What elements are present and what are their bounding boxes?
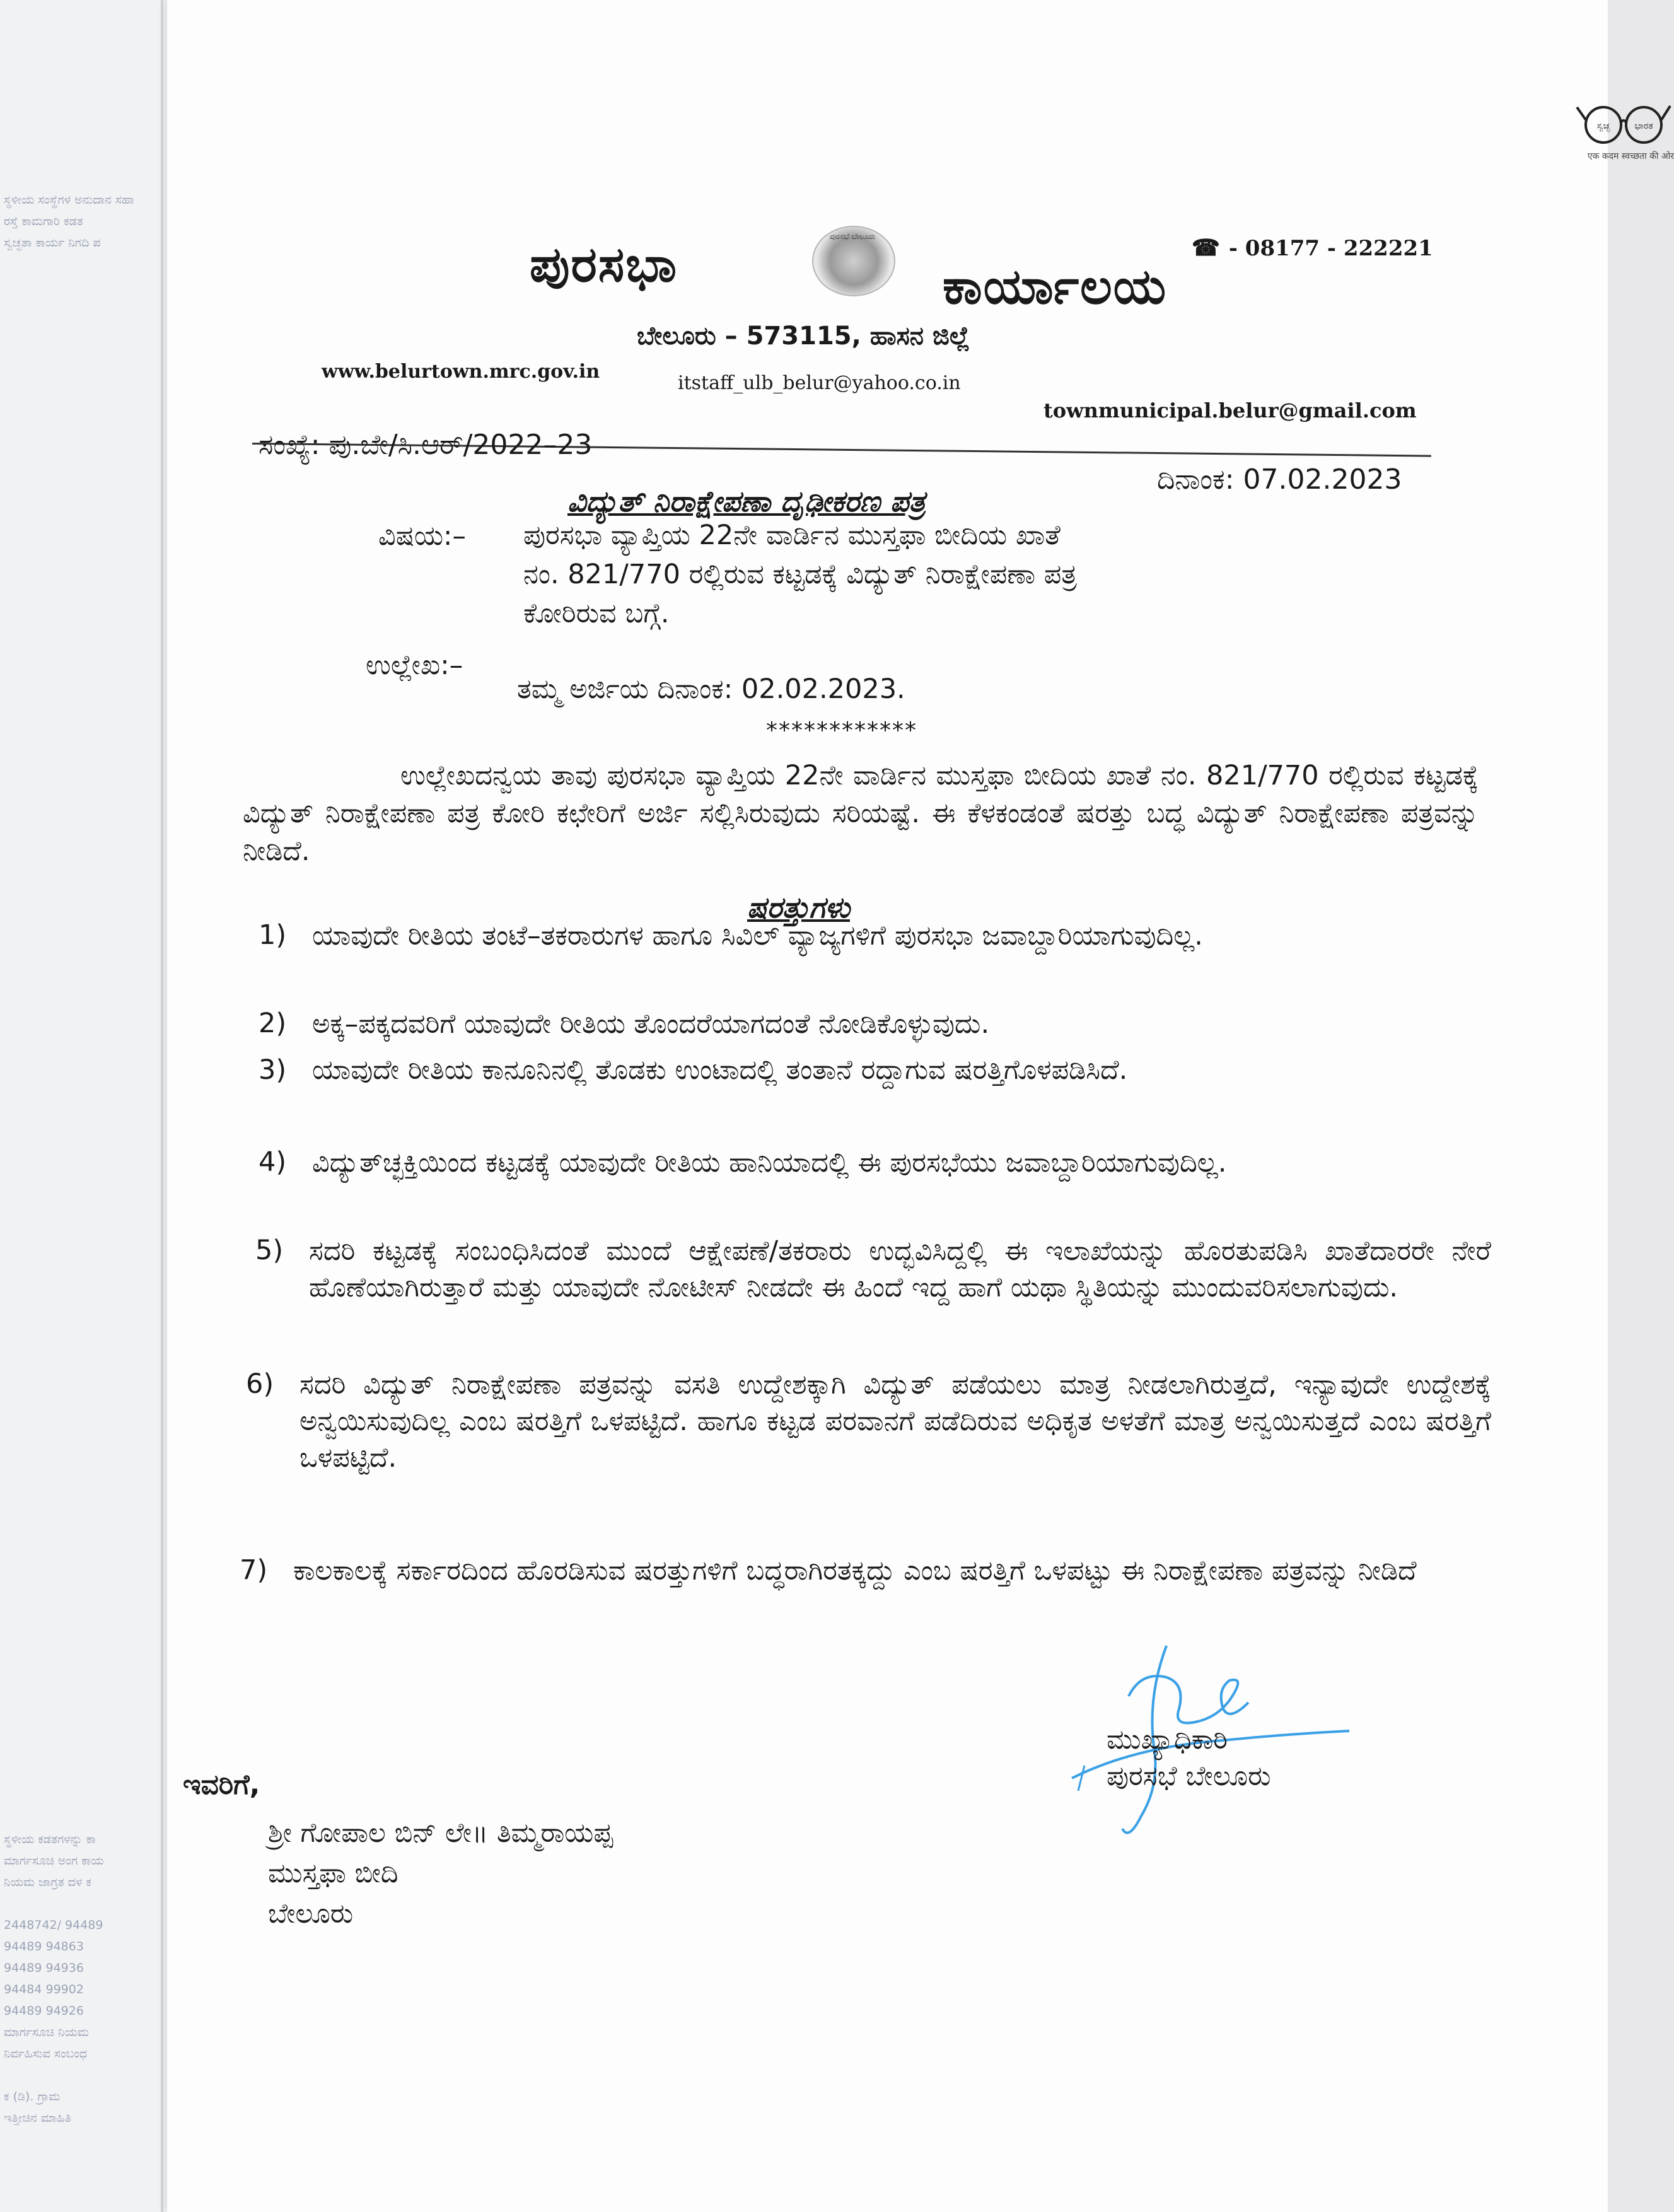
addressee-line: ಬೇಲೂರು [268, 1898, 354, 1930]
website-link: www.belurtown.mrc.gov.in [322, 361, 600, 383]
condition-number: 6) [246, 1368, 274, 1400]
ghost-line: ನಿಯಮ ಜಾಗ್ರತ ದಳ ಕ [4, 1875, 91, 1889]
ghost-line: ಕ (ಡಿ). ಗ್ರಾಮ [4, 2090, 61, 2104]
separator-stars: ************ [766, 718, 917, 743]
logo-left-word: ಸ್ವಚ್ಛ [1596, 121, 1610, 131]
ghost-line [4, 1893, 161, 1914]
condition-number: 1) [259, 919, 287, 951]
ghost-line: 94489 94936 [4, 1961, 84, 1975]
subject-line: ನಂ. 821/770 ರಲ್ಲಿರುವ ಕಟ್ಟಡಕ್ಕೆ ವಿದ್ಯುತ್ ನಿರಾಕ್ಷೇಪಣಾ ಪತ್ರ [523, 559, 1077, 590]
glasses-icon [1573, 101, 1674, 145]
swachh-bharat-logo [1573, 101, 1674, 162]
telephone-icon: ☎ [1192, 235, 1220, 261]
signatory-title: ಮುಖ್ಯಾಧಿಕಾರಿ [1107, 1724, 1228, 1755]
letter-date: ದಿನಾಂಕ: 07.02.2023 [1157, 463, 1402, 496]
email-gmail: townmunicipal.belur@gmail.com [1043, 399, 1417, 422]
ghost-line: 94489 94926 [4, 2004, 84, 2018]
ghost-line: ಮಾರ್ಗಸೂಚಿ ನಿಯಮ [4, 2025, 89, 2039]
condition-number: 3) [259, 1054, 287, 1086]
ghost-line: 94489 94863 [4, 1940, 84, 1953]
body-paragraph: ಉಲ್ಲೇಖದನ್ವಯ ತಾವು ಪುರಸಭಾ ವ್ಯಾಪ್ತಿಯ 22ನೇ ವಾರ್ಡಿನ ಮುಸ್ತಫಾ ಬೀದಿಯ ಖಾತೆ ನಂ. 821/770 ರಲ್ಲಿರುವ ಕಟ್ಟಡಕ್ಕೆ ವಿದ್ಯುತ್ ನಿರಾಕ್ಷೇಪಣಾ ಪತ್ರ ಕೋರಿ ಕಛೇರಿಗೆ ಅರ್ಜಿ ಸಲ್ಲಿಸಿರುವುದು ಸರಿಯಷ್ಟೆ. ಈ ಕೆಳಕಂಡಂತೆ ಷರತ್ತು ಬದ್ಧ ವಿದ್ಯುತ್ ನಿರಾಕ್ಷೇಪಣಾ ಪತ್ರವನ್ನು ನೀಡಿದೆ. [243, 760, 1479, 867]
logo-right-word: ಭಾರತ [1634, 121, 1653, 131]
ghost-text-bottom [4, 1829, 161, 2129]
recipient-label: ಇವರಿಗೆ, [183, 1769, 260, 1801]
condition-item: ಕಾಲಕಾಲಕ್ಕೆ ಸರ್ಕಾರದಿಂದ ಹೊರಡಿಸುವ ಷರತ್ತುಗಳಿಗೆ ಬದ್ಧರಾಗಿರತಕ್ಕದ್ದು ಎಂಬ ಷರತ್ತಿಗೆ ಒಳಪಟ್ಟು ಈ ನಿರಾಕ್ಷೇಪಣಾ ಪತ್ರವನ್ನು ನೀಡಿದೆ [293, 1555, 1417, 1586]
office-address: ಬೇಲೂರು – 573115, ಹಾಸನ ಜಿಲ್ಲೆ [637, 322, 970, 351]
subject-text [523, 516, 1501, 633]
condition-item: ವಿದ್ಯುತ್‌ಚ್ಛಕ್ತಿಯಿಂದ ಕಟ್ಟಡಕ್ಕೆ ಯಾವುದೇ ರೀತಿಯ ಹಾನಿಯಾದಲ್ಲಿ ಈ ಪುರಸಭೆಯು ಜವಾಬ್ದಾರಿಯಾಗುವುದಿಲ್ಲ. [312, 1147, 1227, 1179]
subject-label: ವಿಷಯ:– [378, 520, 467, 552]
office-title-left: ಪುರಸಭಾ [530, 236, 678, 293]
logo-tagline: एक कदम स्वच्छता की ओर [1587, 151, 1674, 161]
condition-item: ಯಾವುದೇ ರೀತಿಯ ಕಾನೂನಿನಲ್ಲಿ ತೊಡಕು ಉಂಟಾದಲ್ಲಿ ತಂತಾನೆ ರದ್ದಾಗುವ ಷರತ್ತಿಗೊಳಪಡಿಸಿದೆ. [312, 1054, 1128, 1086]
document-title: ವಿದ್ಯುತ್ ನಿರಾಕ್ಷೇಪಣಾ ದೃಢೀಕರಣ ಪತ್ರ [567, 484, 926, 518]
ghost-line: ಸ್ಥಳೀಯ ಸಂಸ್ಥೆಗಳ ಅನುದಾನ ಸಹಾ [4, 193, 134, 207]
office-title-right: ಕಾರ್ಯಾಲಯ [943, 259, 1168, 315]
condition-number: 7) [240, 1554, 268, 1586]
ghost-line: ಇತ್ತೀಚಿನ ಮಾಹಿತಿ [4, 2111, 71, 2125]
addressee-line: ಶ್ರೀ ಗೋಪಾಲ ಬಿನ್ ಲೇ॥ ತಿಮ್ಮರಾಯಪ್ಪ [268, 1817, 613, 1849]
ghost-line: ಮಾರ್ಗಸೂಚಿ ಅಂಗ ಕಾಯ [4, 1854, 104, 1868]
ghost-line: ನಿರ್ವಹಿಸುವ ಸಂಬಂಧ [4, 2047, 88, 2061]
reference-text: ತಮ್ಮ ಅರ್ಜಿಯ ದಿನಾಂಕ: 02.02.2023. [517, 673, 905, 705]
ghost-line: 94484 99902 [4, 1982, 84, 1996]
signatory-block [1107, 1721, 1271, 1795]
condition-item: ಸದರಿ ವಿದ್ಯುತ್ ನಿರಾಕ್ಷೇಪಣಾ ಪತ್ರವನ್ನು ವಸತಿ ಉದ್ದೇಶಕ್ಕಾಗಿ ವಿದ್ಯುತ್ ಪಡೆಯಲು ಮಾತ್ರ ನೀಡಲಾಗಿರುತ್ತದೆ, ಇನ್ಯಾವುದೇ ಉದ್ದೇಶಕ್ಕೆ ಅನ್ವಯಿಸುವುದಿಲ್ಲ ಎಂಬ ಷರತ್ತಿಗೆ ಒಳಪಟ್ಟಿದೆ. ಹಾಗೂ ಕಟ್ಟಡ ಪರವಾನಗೆ ಪಡೆದಿರುವ ಅಧಿಕೃತ ಅಳತೆಗೆ ಮಾತ್ರ ಅನ್ವಯಿಸುತ್ತದೆ ಎಂಬ ಷರತ್ತಿಗೆ ಒಳಪಟ್ಟಿದೆ. [299, 1369, 1491, 1474]
condition-number: 4) [259, 1146, 287, 1178]
condition-number: 2) [259, 1008, 287, 1039]
ghost-line: 2448742/ 94489 [4, 1918, 103, 1932]
addressee-line: ಮುಸ್ತಫಾ ಬೀದಿ [268, 1858, 398, 1889]
signatory-office: ಪುರಸಭೆ ಬೇಲೂರು [1107, 1761, 1271, 1792]
seal-text: ಪುರಸಭೆ ಬೇಲೂರು [829, 232, 876, 241]
letter-sheet [167, 0, 1674, 2212]
condition-item: ಅಕ್ಕ–ಪಕ್ಕದವರಿಗೆ ಯಾವುದೇ ರೀತಿಯ ತೊಂದರೆಯಾಗದಂತೆ ನೋಡಿಕೊಳ್ಳುವುದು. [312, 1008, 990, 1040]
reference-number: ಸಂಖ್ಯೆ: ಪು.ಬೇ/ಸಿ.ಆರ್/2022–23 [259, 429, 593, 461]
condition-item: ಯಾವುದೇ ರೀತಿಯ ತಂಟೆ–ತಕರಾರುಗಳ ಹಾಗೂ ಸಿವಿಲ್ ವ್ಯಾಜ್ಯಗಳಿಗೆ ಪುರಸಭಾ ಜವಾಬ್ದಾರಿಯಾಗುವುದಿಲ್ಲ. [312, 920, 1203, 952]
condition-item: ಸದರಿ ಕಟ್ಟಡಕ್ಕೆ ಸಂಬಂಧಿಸಿದಂತೆ ಮುಂದೆ ಆಕ್ಷೇಪಣೆ/ತಕರಾರು ಉದ್ಭವಿಸಿದ್ದಲ್ಲಿ ಈ ಇಲಾಖೆಯನ್ನು ಹೊರತುಪಡಿಸಿ ಖಾತೆದಾರರೇ ನೇರೆ ಹೊಣೆಯಾಗಿರುತ್ತಾರೆ ಮತ್ತು ಯಾವುದೇ ನೋಟೀಸ್ ನೀಡದೇ ಈ ಹಿಂದೆ ಇದ್ದ ಹಾಗೆ ಯಥಾ ಸ್ಥಿತಿಯನ್ನು ಮುಂದುವರಿಸಲಾಗುವುದು. [309, 1235, 1491, 1303]
ghost-text-top [4, 189, 161, 253]
ghost-line: ಸ್ವಚ್ಛತಾ ಕಾರ್ಯ ನಿಗದಿ ಪ [4, 236, 101, 250]
email-yahoo: itstaff_ulb_belur@yahoo.co.in [678, 372, 961, 394]
subject-line: ಕೋರಿರುವ ಬಗ್ಗೆ. [523, 598, 670, 629]
subject-line: ಪುರಸಭಾ ವ್ಯಾಪ್ತಿಯ 22ನೇ ವಾರ್ಡಿನ ಮುಸ್ತಫಾ ಬೀದಿಯ ಖಾತೆ [523, 520, 1061, 551]
ghost-line [4, 2064, 161, 2086]
phone-number [1192, 235, 1433, 261]
phone-text: - 08177 - 222221 [1228, 236, 1433, 261]
ghost-line: ಸ್ಥಳೀಯ ಕಡತಗಳನ್ನು ಕಾ [4, 1832, 96, 1846]
conditions-title: ಷರತ್ತುಗಳು [747, 890, 851, 924]
reference-label: ಉಲ್ಲೇಖ:– [366, 649, 463, 681]
condition-number: 5) [255, 1235, 284, 1266]
recipient-address [268, 1813, 613, 1934]
ghost-line: ರಸ್ತೆ ಕಾಮಗಾರಿ ಕಡತ [4, 214, 83, 228]
